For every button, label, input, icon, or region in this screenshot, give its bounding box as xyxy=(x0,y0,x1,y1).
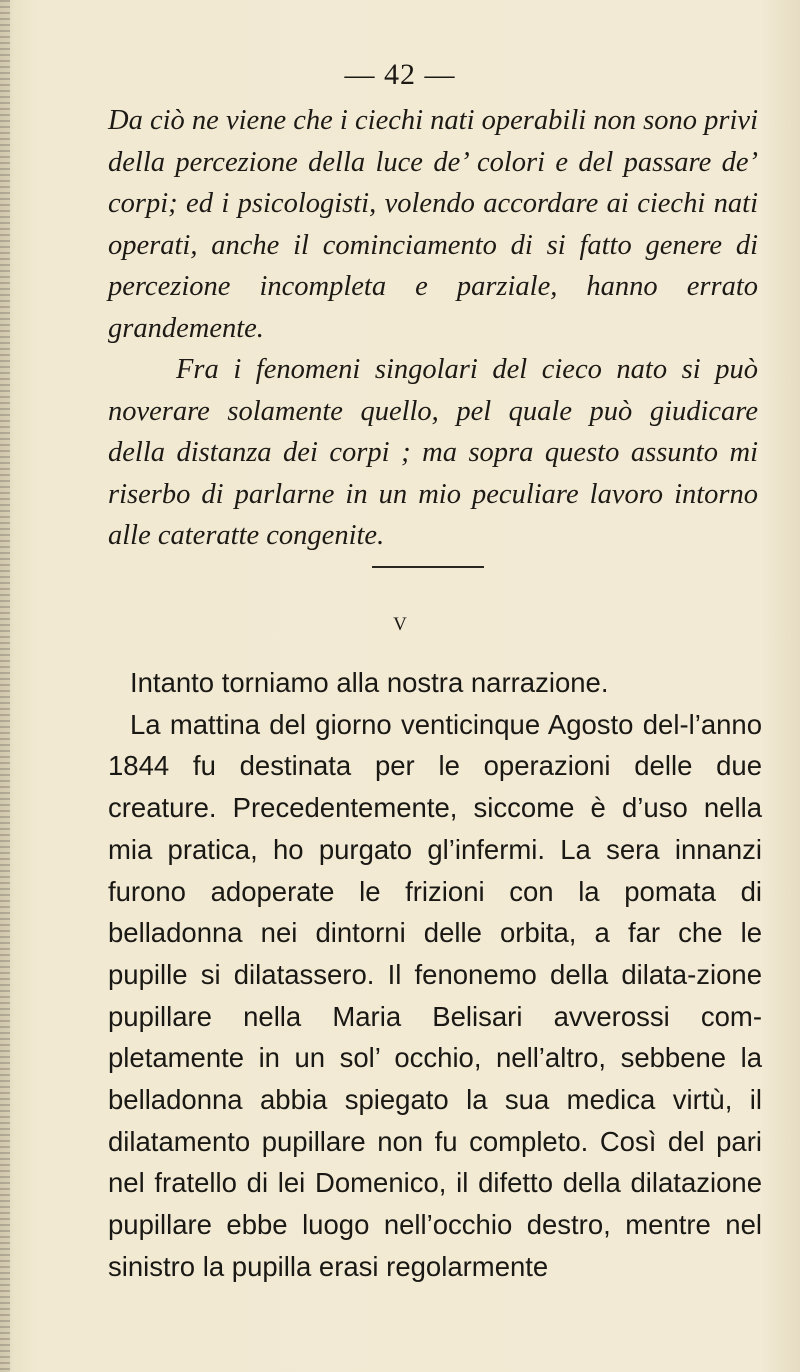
section-numeral: V xyxy=(393,614,407,635)
italic-text-block xyxy=(108,100,758,557)
body-text-block xyxy=(108,662,762,1288)
body-paragraph-1: Intanto torniamo alla nostra narrazione. xyxy=(130,667,609,698)
page-binding-edge xyxy=(0,0,10,1372)
page-number: — 42 — xyxy=(344,58,456,91)
italic-paragraph-2: Fra i fenomeni singolari del cieco nato si può noverare solamente quello, pel quale può giudicare della distanza dei corpi ; ma sopra questo assunto mi riserbo di parlarne in un mio peculiare lavoro intorno alle cateratte congenite. xyxy=(108,354,758,551)
section-divider-rule xyxy=(372,566,484,568)
italic-paragraph-1: Da ciò ne viene che i ciechi nati operabili non sono privi della percezione della luce de’ colori e del passare de’ corpi; ed i psicologisti, volendo accordare ai ciechi nati operati, anche il cominciamento di si fatto genere di percezione incompleta e parziale, hanno errato grandemente. xyxy=(108,105,758,344)
body-paragraph-2: La mattina del giorno venticinque Agosto del-l’anno 1844 fu destinata per le operazioni delle due creature. Precedentemente, siccome è d’uso nella mia pratica, ho purgato gl’infermi. La sera innanzi furono adoperate le frizioni con la pomata di belladonna nei dintorni delle orbita, a far che le pupille si dilatassero. Il fenonemo della dilata-zione pupillare nella Maria Belisari avverossi com-pletamente in un sol’ occhio, nell’altro, sebbene la belladonna abbia spiegato la sua medica virtù, il dilatamento pupillare non fu completo. Così del pari nel fratello di lei Domenico, il difetto della dilatazione pupillare ebbe luogo nell’occhio destro, mentre nel sinistro la pupilla erasi regolarmente xyxy=(108,708,762,1282)
